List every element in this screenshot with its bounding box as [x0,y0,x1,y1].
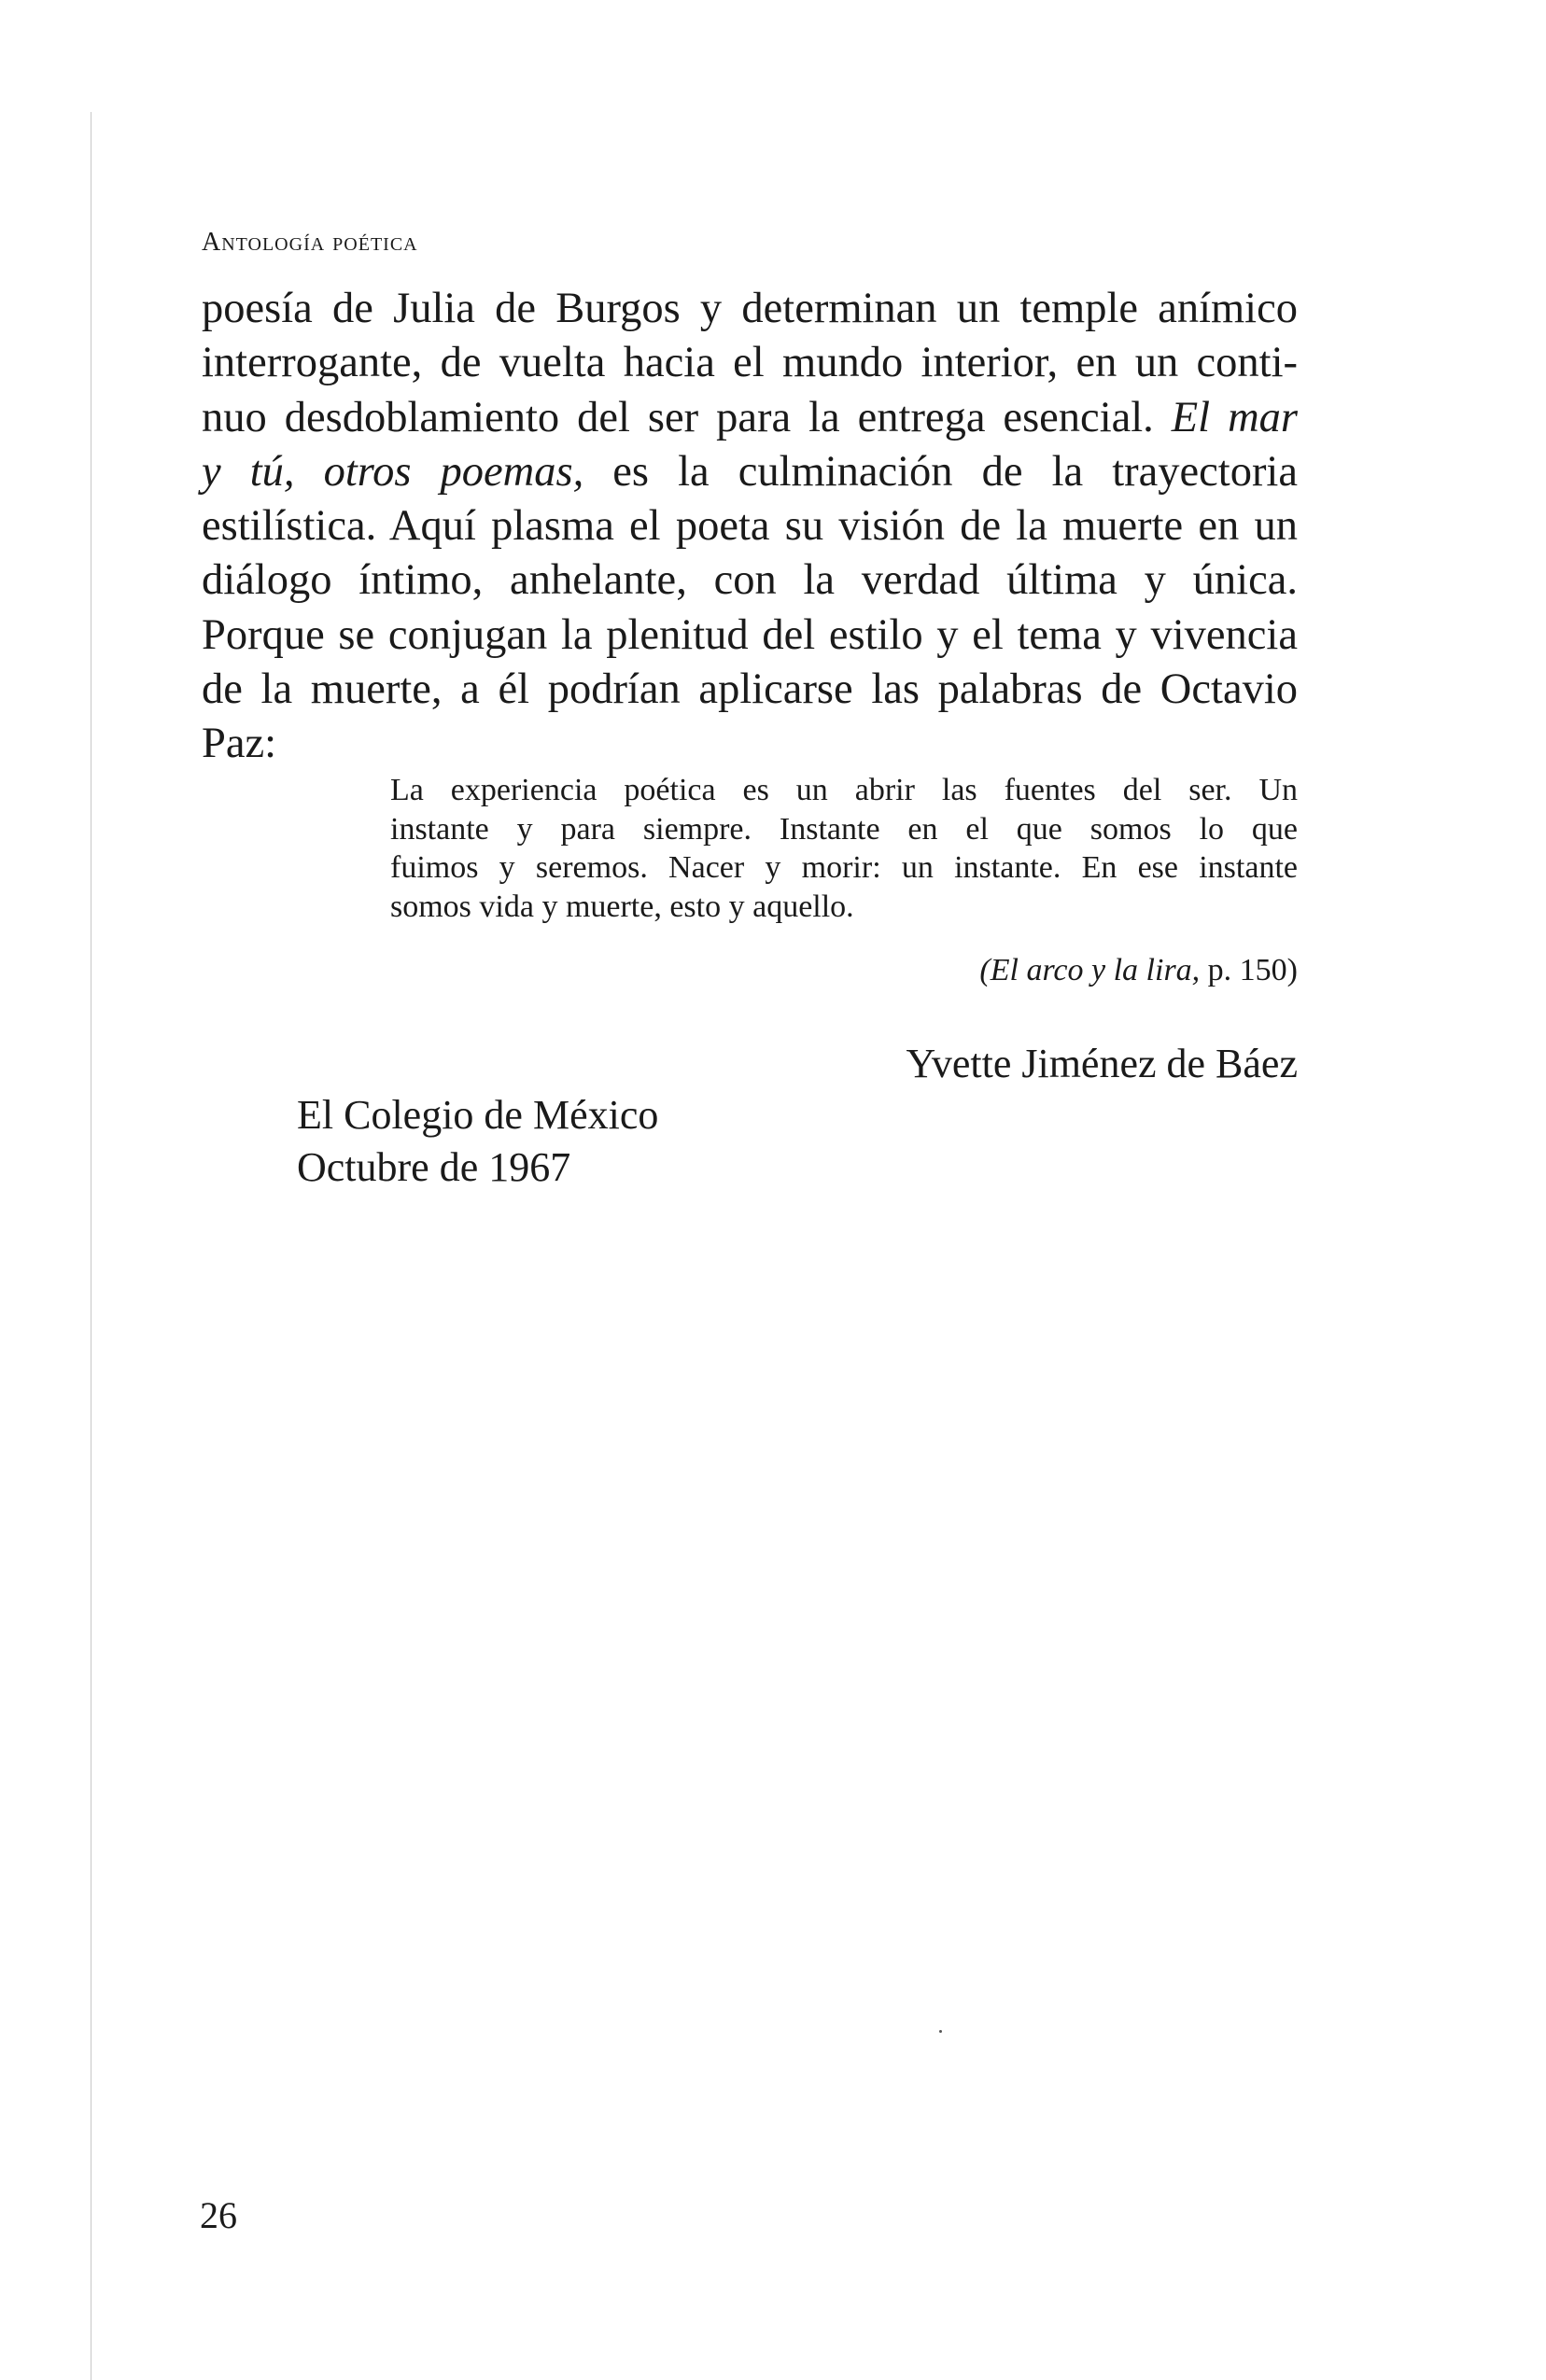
body-line: de la muerte, a él podrían aplicarse las palabras de Octavio [202,665,1298,714]
page-number: 26 [200,2194,237,2236]
book-title-italic: y tú, otros poemas, [202,447,584,496]
body-paragraph [202,282,1298,772]
body-line: Paz: [202,720,277,768]
body-line: interrogante, de vuelta hacia el mundo interior, en un conti- [202,339,1298,387]
quote-line: instante y para siempre. Instante en el que somos lo que [390,811,1298,847]
author-signature: Yvette Jiménez de Báez [906,1041,1298,1086]
body-line: estilística. Aquí plasma el poeta su visión de la muerte en un [202,502,1298,551]
book-title-italic: El mar [1171,393,1298,441]
running-head: Antología poética [202,228,418,257]
citation-title: El arco y la lira, [990,953,1201,987]
body-line: Porque se conjugan la plenitud del estilo y el tema y vivencia [202,610,1298,659]
body-line: diálogo íntimo, anhelante, con la verdad última y única. [202,556,1298,605]
block-quote [390,771,1298,926]
body-line: poesía de Julia de Burgos y determinan un temple anímico [202,285,1298,332]
body-line: y tú, otros poemas, es la culminación de la trayectoria [202,447,1298,496]
body-line: nuo desdoblamiento del ser para la entrega esencial. El mar [202,393,1298,441]
quote-line: fuimos y seremos. Nacer y morir: un instante. En ese instante [390,850,1298,885]
signature-place-date [297,1089,658,1194]
quote-line: La experiencia poética es un abrir las fuentes del ser. Un [390,773,1298,807]
signature-date: Octubre de 1967 [297,1144,571,1190]
quote-citation: (El arco y la lira, p. 150) [979,953,1298,987]
institution-name: El Colegio de México [297,1092,659,1138]
quote-line: somos vida y muerte, esto y aquello. [390,889,854,924]
scan-speck [939,2030,942,2033]
